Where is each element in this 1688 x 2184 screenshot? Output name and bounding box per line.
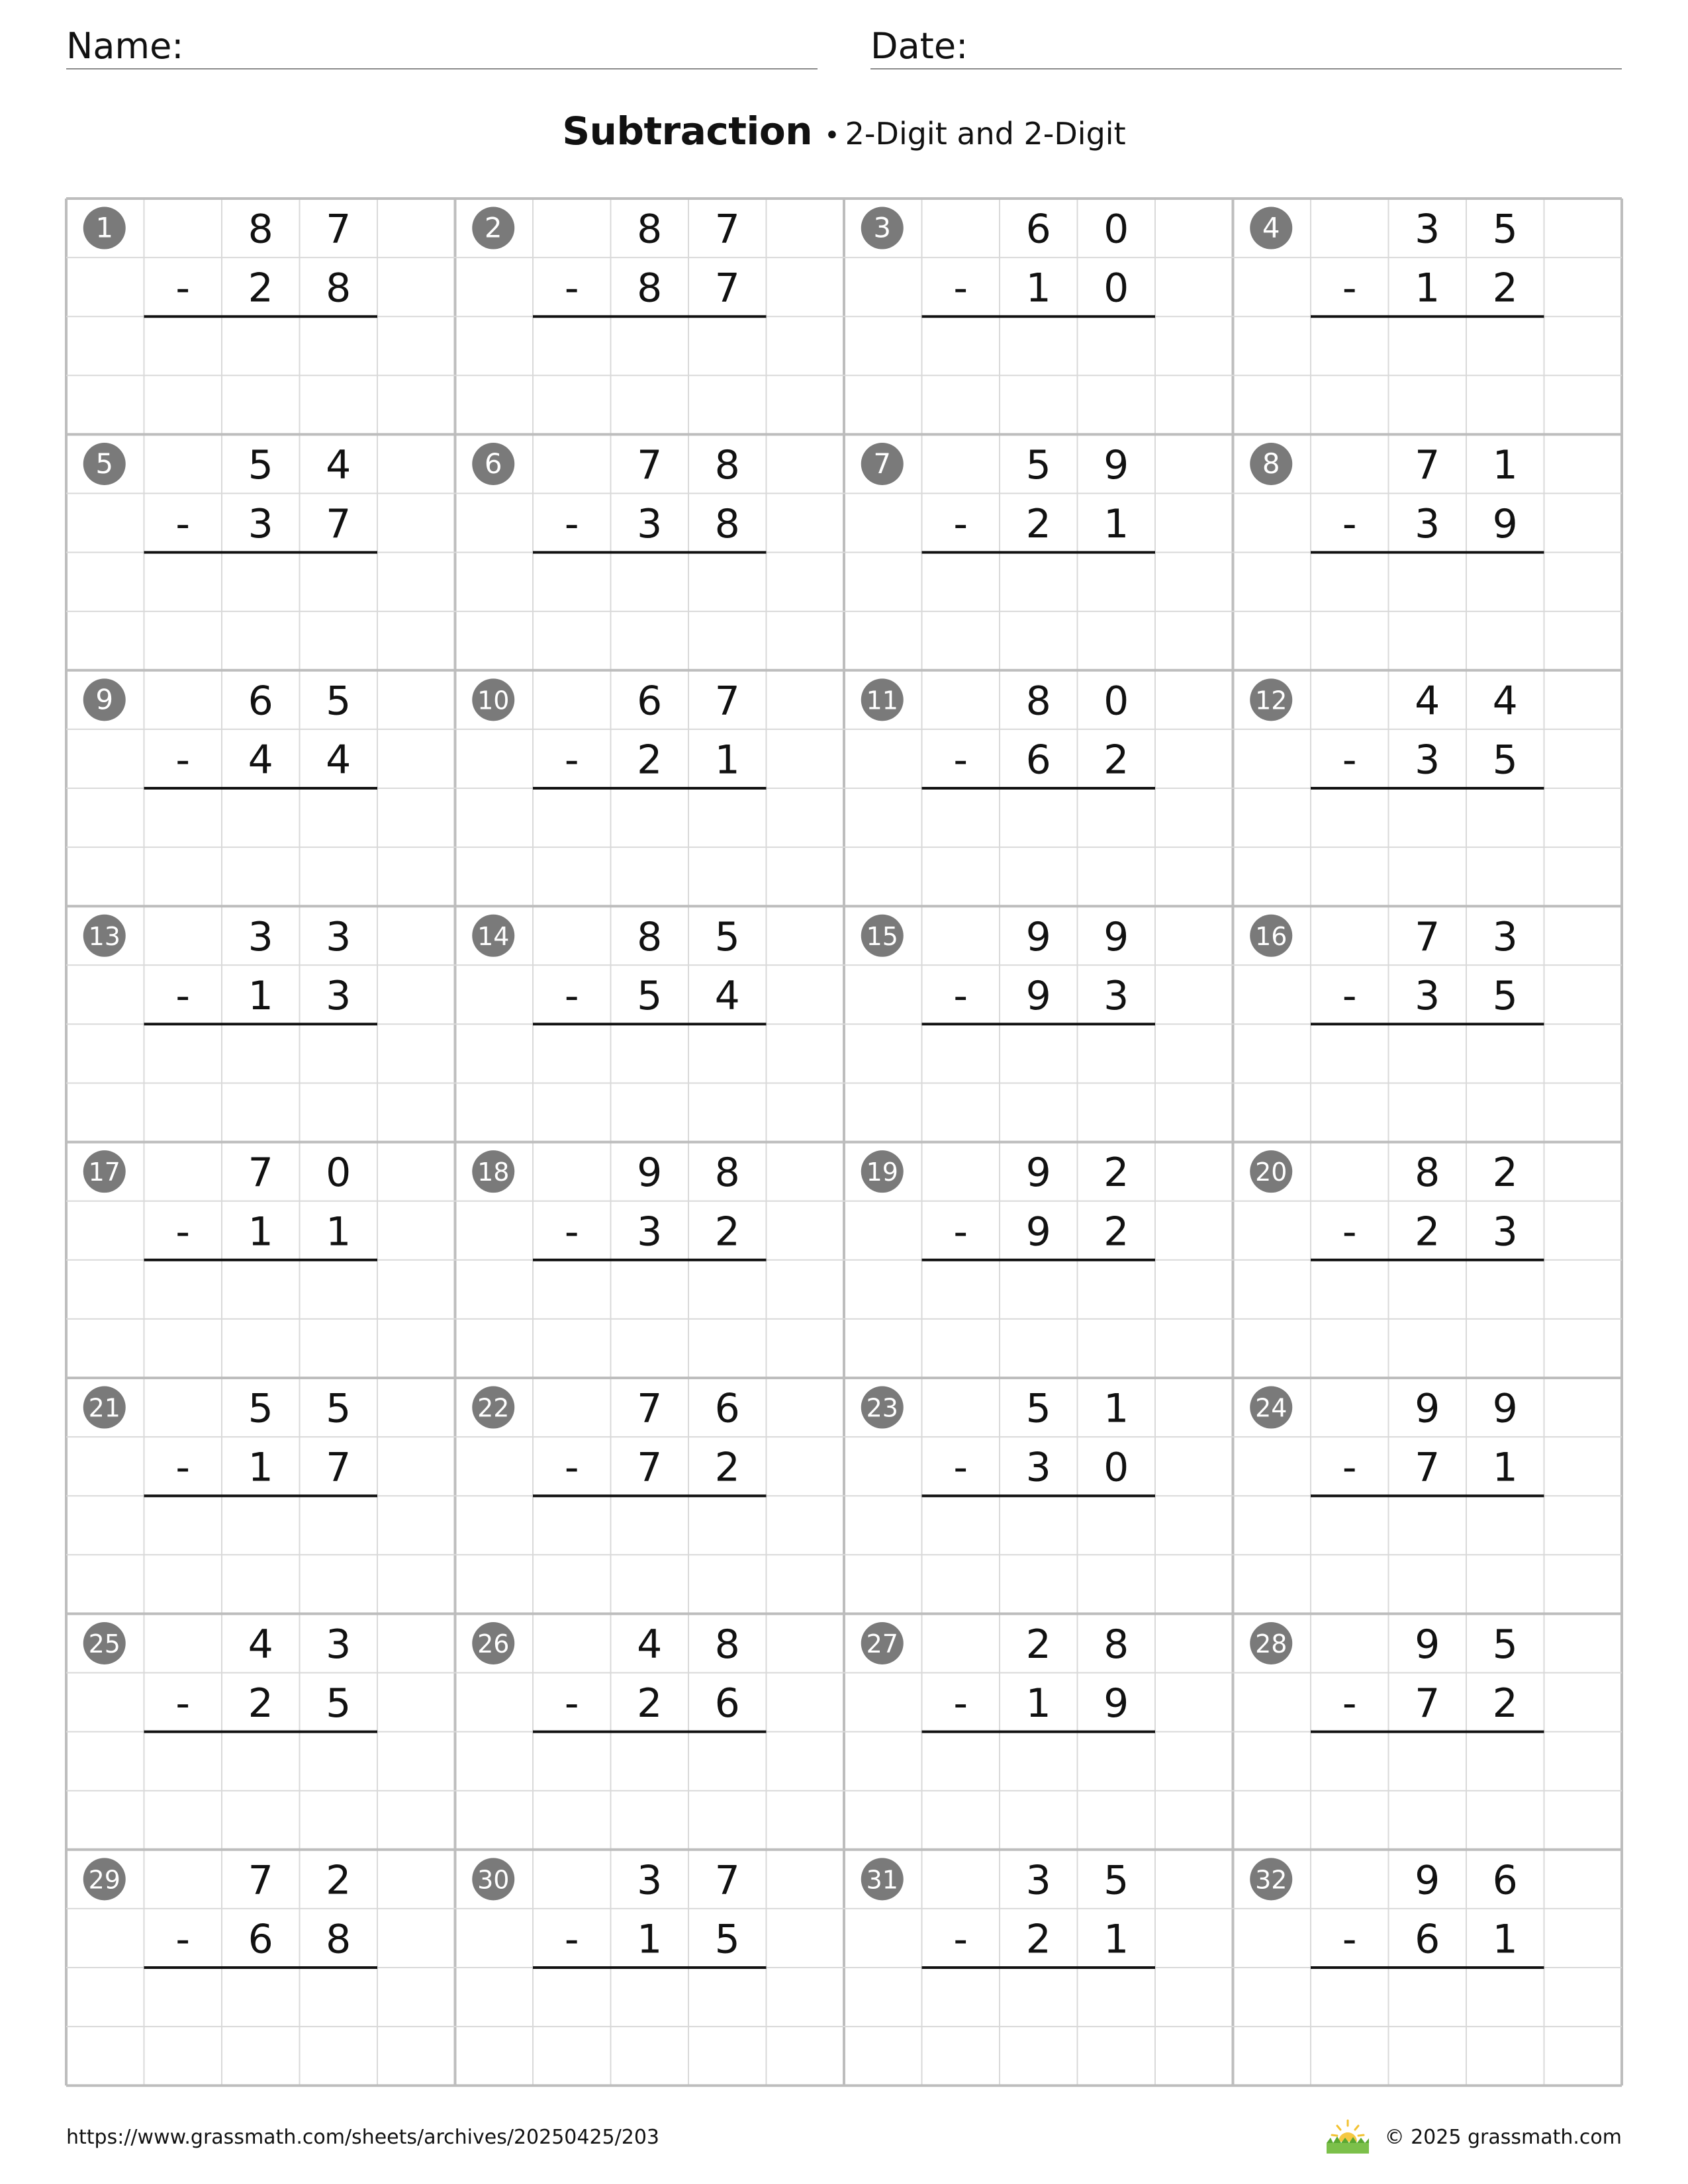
minus-sign: - <box>175 1444 191 1491</box>
answer-area[interactable] <box>533 316 767 434</box>
footer-copyright: © 2025 grassmath.com <box>1384 2126 1622 2149</box>
answer-area[interactable] <box>1311 1260 1544 1378</box>
minus-sign: - <box>175 1680 191 1727</box>
problem-31 <box>861 1857 1155 2085</box>
footer-url: https://www.grassmath.com/sheets/archives/20250425/203 <box>66 2126 660 2149</box>
subtrahend-digit: 1 <box>1025 1680 1051 1727</box>
subtrahend-digit: 2 <box>248 265 273 312</box>
minuend-digit: 6 <box>248 678 273 725</box>
minuend-digit: 0 <box>326 1150 352 1197</box>
minuend-digit: 7 <box>326 206 352 253</box>
problem-number: 21 <box>88 1393 120 1423</box>
answer-area[interactable] <box>144 316 378 434</box>
subtrahend-digit: 6 <box>248 1916 273 1963</box>
subtrahend-digit: 2 <box>714 1444 740 1491</box>
minuend-digit: 5 <box>1492 1621 1518 1668</box>
subtrahend-digit: 6 <box>1415 1916 1440 1963</box>
problem-number: 24 <box>1255 1393 1288 1423</box>
subtrahend-digit: 5 <box>1492 737 1518 784</box>
problem-4 <box>1250 206 1544 435</box>
answer-area[interactable] <box>533 1732 767 1850</box>
minus-sign: - <box>953 501 968 548</box>
minuend-digit: 1 <box>1492 441 1518 488</box>
subtrahend-digit: 5 <box>1492 972 1518 1019</box>
subtrahend-digit: 1 <box>1492 1444 1518 1491</box>
problem-number: 23 <box>866 1393 898 1423</box>
minus-sign: - <box>564 1680 579 1727</box>
problem-17 <box>83 1150 377 1378</box>
problem-number: 14 <box>477 921 510 951</box>
answer-area[interactable] <box>533 553 767 670</box>
problem-number: 20 <box>1255 1158 1288 1187</box>
minuend-digit: 4 <box>326 441 352 488</box>
minuend-digit: 2 <box>1492 1150 1518 1197</box>
problem-number: 18 <box>477 1158 510 1187</box>
problem-5 <box>83 442 377 670</box>
minuend-digit: 5 <box>1492 206 1518 253</box>
minuend-digit: 7 <box>1415 913 1440 960</box>
minus-sign: - <box>953 1444 968 1491</box>
subtrahend-digit: 1 <box>248 972 273 1019</box>
subtrahend-digit: 2 <box>1492 265 1518 312</box>
problem-16 <box>1250 914 1544 1142</box>
minus-sign: - <box>175 1208 191 1255</box>
subtrahend-digit: 8 <box>714 501 740 548</box>
problem-26 <box>472 1621 766 1850</box>
problem-27 <box>861 1621 1155 1850</box>
problem-number: 8 <box>1262 447 1280 480</box>
subtrahend-digit: 1 <box>1103 501 1129 548</box>
subtrahend-digit: 1 <box>1415 265 1440 312</box>
title-bullet: • <box>824 120 840 151</box>
subtrahend-digit: 1 <box>1025 265 1051 312</box>
minus-sign: - <box>564 501 579 548</box>
problem-number: 31 <box>866 1865 898 1895</box>
minuend-digit: 9 <box>1103 913 1129 960</box>
problem-13 <box>83 914 377 1142</box>
subtrahend-digit: 8 <box>326 265 352 312</box>
minuend-digit: 5 <box>326 678 352 725</box>
problem-number: 9 <box>95 683 114 716</box>
problem-9 <box>83 678 377 906</box>
problem-20 <box>1250 1150 1544 1378</box>
subtrahend-digit: 1 <box>248 1208 273 1255</box>
minuend-digit: 7 <box>248 1857 273 1904</box>
date-label: Date: <box>870 25 968 67</box>
subtrahend-digit: 2 <box>1415 1208 1440 1255</box>
problem-11 <box>861 678 1155 906</box>
minuend-digit: 6 <box>714 1385 740 1432</box>
minus-sign: - <box>564 1916 579 1963</box>
subtrahend-digit: 1 <box>714 737 740 784</box>
minus-sign: - <box>175 1916 191 1963</box>
subtrahend-digit: 7 <box>714 265 740 312</box>
subtrahend-digit: 3 <box>248 501 273 548</box>
minuend-digit: 9 <box>1025 1150 1051 1197</box>
minuend-digit: 0 <box>1103 678 1129 725</box>
problem-number: 17 <box>88 1158 120 1187</box>
problem-32 <box>1250 1857 1544 2085</box>
subtrahend-digit: 0 <box>1103 265 1129 312</box>
subtrahend-digit: 8 <box>637 265 663 312</box>
minuend-digit: 8 <box>714 1150 740 1197</box>
minus-sign: - <box>564 1444 579 1491</box>
minuend-digit: 4 <box>1415 678 1440 725</box>
problem-number: 2 <box>484 211 502 244</box>
subtrahend-digit: 8 <box>326 1916 352 1963</box>
minuend-digit: 8 <box>1103 1621 1129 1668</box>
minuend-digit: 7 <box>248 1150 273 1197</box>
answer-area[interactable] <box>533 1968 767 2085</box>
problem-12 <box>1250 678 1544 906</box>
minuend-digit: 9 <box>1415 1385 1440 1432</box>
problem-21 <box>83 1386 377 1614</box>
problem-number: 25 <box>88 1629 120 1659</box>
subtrahend-digit: 2 <box>1492 1680 1518 1727</box>
minus-sign: - <box>175 737 191 784</box>
minuend-digit: 7 <box>714 1857 740 1904</box>
problem-25 <box>83 1621 377 1850</box>
problem-24 <box>1250 1386 1544 1614</box>
subtrahend-digit: 9 <box>1103 1680 1129 1727</box>
answer-area[interactable] <box>1311 1968 1544 2085</box>
minuend-digit: 7 <box>637 1385 663 1432</box>
grass-sun-logo-icon <box>1324 2118 1372 2155</box>
problem-number: 12 <box>1255 686 1288 715</box>
problem-18 <box>472 1150 766 1378</box>
problem-19 <box>861 1150 1155 1378</box>
problem-6 <box>472 442 766 670</box>
minuend-digit: 9 <box>1415 1857 1440 1904</box>
subtrahend-digit: 3 <box>637 501 663 548</box>
answer-area[interactable] <box>144 1732 378 1850</box>
answer-area[interactable] <box>922 788 1156 906</box>
subtrahend-digit: 3 <box>1415 737 1440 784</box>
minus-sign: - <box>175 501 191 548</box>
subtrahend-digit: 2 <box>1025 501 1051 548</box>
minuend-digit: 5 <box>1103 1857 1129 1904</box>
minuend-digit: 3 <box>326 1621 352 1668</box>
problem-10 <box>472 678 766 906</box>
minuend-digit: 6 <box>1492 1857 1518 1904</box>
minuend-digit: 8 <box>637 206 663 253</box>
minus-sign: - <box>953 1916 968 1963</box>
problem-number: 11 <box>866 686 898 715</box>
minuend-digit: 8 <box>248 206 273 253</box>
problem-number: 3 <box>873 211 892 244</box>
subtrahend-digit: 7 <box>326 501 352 548</box>
subtrahend-digit: 0 <box>1103 1444 1129 1491</box>
minuend-digit: 5 <box>714 913 740 960</box>
problem-14 <box>472 914 766 1142</box>
subtrahend-digit: 3 <box>1415 972 1440 1019</box>
minus-sign: - <box>1342 1916 1357 1963</box>
minuend-digit: 4 <box>248 1621 273 1668</box>
minuend-digit: 3 <box>1025 1857 1051 1904</box>
problem-number: 19 <box>866 1158 898 1187</box>
answer-area[interactable] <box>922 1968 1156 2085</box>
problem-number: 26 <box>477 1629 510 1659</box>
minuend-digit: 5 <box>248 1385 273 1432</box>
subtrahend-digit: 6 <box>1025 737 1051 784</box>
problem-number: 29 <box>88 1865 120 1895</box>
minus-sign: - <box>953 1680 968 1727</box>
minuend-digit: 7 <box>1415 441 1440 488</box>
subtrahend-digit: 5 <box>714 1916 740 1963</box>
subtrahend-digit: 1 <box>326 1208 352 1255</box>
subtrahend-digit: 7 <box>1415 1680 1440 1727</box>
answer-area[interactable] <box>922 316 1156 434</box>
problem-number: 30 <box>477 1865 510 1895</box>
problem-1 <box>83 206 377 435</box>
subtrahend-digit: 1 <box>637 1916 663 1963</box>
minuend-digit: 9 <box>637 1150 663 1197</box>
subtrahend-digit: 4 <box>248 737 273 784</box>
minus-sign: - <box>953 265 968 312</box>
minuend-digit: 8 <box>1415 1150 1440 1197</box>
minus-sign: - <box>175 265 191 312</box>
minuend-digit: 3 <box>326 913 352 960</box>
answer-area[interactable] <box>533 1024 767 1142</box>
minus-sign: - <box>564 265 579 312</box>
minus-sign: - <box>1342 501 1357 548</box>
subtrahend-digit: 3 <box>1492 1208 1518 1255</box>
subtrahend-digit: 1 <box>1103 1916 1129 1963</box>
subtrahend-digit: 6 <box>714 1680 740 1727</box>
minuend-digit: 3 <box>248 913 273 960</box>
minus-sign: - <box>1342 265 1357 312</box>
answer-area[interactable] <box>1311 1732 1544 1850</box>
subtrahend-digit: 3 <box>637 1208 663 1255</box>
problem-8 <box>1250 442 1544 670</box>
subtrahend-digit: 4 <box>714 972 740 1019</box>
minuend-digit: 5 <box>1025 1385 1051 1432</box>
answer-area[interactable] <box>144 1968 378 2085</box>
problem-22 <box>472 1386 766 1614</box>
title-main: Subtraction <box>562 109 813 154</box>
problem-number: 13 <box>88 921 120 951</box>
subtrahend-digit: 2 <box>1103 1208 1129 1255</box>
minuend-digit: 7 <box>714 678 740 725</box>
subtrahend-digit: 9 <box>1492 501 1518 548</box>
subtrahend-digit: 3 <box>1415 501 1440 548</box>
subtrahend-digit: 9 <box>1025 972 1051 1019</box>
subtrahend-digit: 5 <box>326 1680 352 1727</box>
minus-sign: - <box>1342 1208 1357 1255</box>
subtrahend-digit: 7 <box>1415 1444 1440 1491</box>
minus-sign: - <box>564 1208 579 1255</box>
subtrahend-digit: 3 <box>326 972 352 1019</box>
subtrahend-digit: 2 <box>637 1680 663 1727</box>
minuend-digit: 2 <box>1103 1150 1129 1197</box>
answer-area[interactable] <box>533 1496 767 1614</box>
minuend-digit: 2 <box>1025 1621 1051 1668</box>
minus-sign: - <box>564 737 579 784</box>
minuend-digit: 8 <box>1025 678 1051 725</box>
minus-sign: - <box>1342 1680 1357 1727</box>
problem-3 <box>861 206 1155 435</box>
answer-area[interactable] <box>533 1260 767 1378</box>
minuend-digit: 6 <box>637 678 663 725</box>
answer-area[interactable] <box>1311 316 1544 434</box>
subtrahend-digit: 2 <box>248 1680 273 1727</box>
problem-number: 10 <box>477 686 510 715</box>
minuend-digit: 5 <box>326 1385 352 1432</box>
problem-number: 4 <box>1262 211 1280 244</box>
minuend-digit: 3 <box>1492 913 1518 960</box>
answer-area[interactable] <box>1311 1496 1544 1614</box>
problem-number: 6 <box>484 447 502 480</box>
answer-area[interactable] <box>144 1260 378 1378</box>
answer-area[interactable] <box>922 1024 1156 1142</box>
answer-area[interactable] <box>922 553 1156 670</box>
problem-number: 1 <box>95 211 114 244</box>
minuend-digit: 5 <box>248 441 273 488</box>
minus-sign: - <box>1342 972 1357 1019</box>
subtrahend-digit: 7 <box>326 1444 352 1491</box>
subtrahend-digit: 2 <box>1025 1916 1051 1963</box>
minuend-digit: 7 <box>637 441 663 488</box>
minuend-digit: 8 <box>637 913 663 960</box>
problem-number: 15 <box>866 921 898 951</box>
minus-sign: - <box>953 1208 968 1255</box>
minuend-digit: 1 <box>1103 1385 1129 1432</box>
subtrahend-digit: 1 <box>1492 1916 1518 1963</box>
problem-number: 28 <box>1255 1629 1288 1659</box>
minuend-digit: 2 <box>326 1857 352 1904</box>
minuend-digit: 9 <box>1103 441 1129 488</box>
minuend-digit: 3 <box>637 1857 663 1904</box>
answer-area[interactable] <box>1311 1024 1544 1142</box>
problem-number: 16 <box>1255 921 1288 951</box>
problem-15 <box>861 914 1155 1142</box>
problem-number: 7 <box>873 447 892 480</box>
minuend-digit: 4 <box>1492 678 1518 725</box>
title-subtitle: 2-Digit and 2-Digit <box>845 116 1126 152</box>
subtrahend-digit: 3 <box>1025 1444 1051 1491</box>
answer-area[interactable] <box>144 553 378 670</box>
problem-number: 5 <box>95 447 114 480</box>
subtrahend-digit: 2 <box>714 1208 740 1255</box>
minuend-digit: 8 <box>714 441 740 488</box>
subtrahend-digit: 5 <box>637 972 663 1019</box>
answer-area[interactable] <box>1311 553 1544 670</box>
subtrahend-digit: 9 <box>1025 1208 1051 1255</box>
answer-area[interactable] <box>144 788 378 906</box>
problem-29 <box>83 1857 377 2085</box>
minuend-digit: 9 <box>1492 1385 1518 1432</box>
answer-area[interactable] <box>922 1732 1156 1850</box>
minuend-digit: 3 <box>1415 206 1440 253</box>
problem-7 <box>861 442 1155 670</box>
problem-number: 27 <box>866 1629 898 1659</box>
answer-area[interactable] <box>533 788 767 906</box>
answer-area[interactable] <box>1311 788 1544 906</box>
minuend-digit: 4 <box>637 1621 663 1668</box>
minus-sign: - <box>953 737 968 784</box>
problem-2 <box>472 206 766 435</box>
subtrahend-digit: 2 <box>1103 737 1129 784</box>
minuend-digit: 6 <box>1025 206 1051 253</box>
subtrahend-digit: 4 <box>326 737 352 784</box>
problem-number: 22 <box>477 1393 510 1423</box>
minuend-digit: 8 <box>714 1621 740 1668</box>
minuend-digit: 9 <box>1415 1621 1440 1668</box>
minus-sign: - <box>953 972 968 1019</box>
answer-area[interactable] <box>922 1496 1156 1614</box>
minuend-digit: 7 <box>714 206 740 253</box>
answer-area[interactable] <box>144 1024 378 1142</box>
minus-sign: - <box>564 972 579 1019</box>
minuend-digit: 0 <box>1103 206 1129 253</box>
subtrahend-digit: 1 <box>248 1444 273 1491</box>
answer-area[interactable] <box>922 1260 1156 1378</box>
subtrahend-digit: 7 <box>637 1444 663 1491</box>
minus-sign: - <box>175 972 191 1019</box>
minuend-digit: 9 <box>1025 913 1051 960</box>
problem-30 <box>472 1857 766 2085</box>
problem-28 <box>1250 1621 1544 1850</box>
problem-number: 32 <box>1255 1865 1288 1895</box>
problem-23 <box>861 1386 1155 1614</box>
minus-sign: - <box>1342 737 1357 784</box>
subtrahend-digit: 3 <box>1103 972 1129 1019</box>
answer-area[interactable] <box>144 1496 378 1614</box>
minus-sign: - <box>1342 1444 1357 1491</box>
minuend-digit: 5 <box>1025 441 1051 488</box>
subtrahend-digit: 2 <box>637 737 663 784</box>
name-label: Name: <box>66 25 184 67</box>
